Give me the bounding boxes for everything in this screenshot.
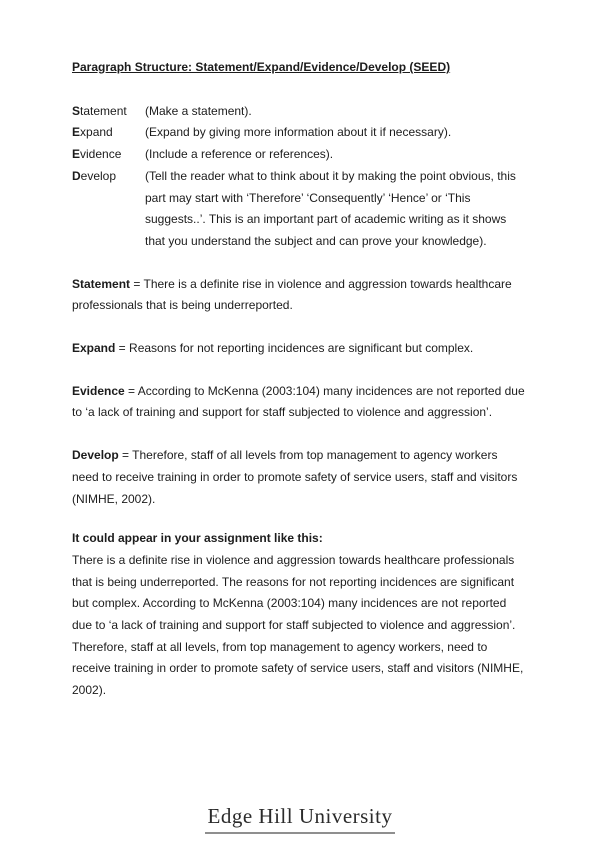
seed-definition: (Include a reference or references). <box>145 147 334 162</box>
expand-text: Reasons for not reporting incidences are significant but complex. <box>129 341 474 356</box>
footer <box>0 804 600 834</box>
assignment-heading: It could appear in your assignment like this: <box>72 531 323 546</box>
equals-separator: = <box>124 383 138 398</box>
paragraph-statement <box>72 274 527 317</box>
document-body <box>72 57 527 702</box>
statement-text: There is a definite rise in violence and aggression towards healthcare professionals that is being underreported. <box>72 276 512 313</box>
seed-row-expand <box>72 122 527 144</box>
seed-term: Statement <box>72 103 127 118</box>
equals-separator: = <box>118 448 133 463</box>
seed-definition: (Expand by giving more information about it if necessary). <box>145 125 452 140</box>
develop-label: Develop <box>72 448 119 463</box>
edge-hill-university-logo: Edge Hill University <box>205 804 396 834</box>
seed-row-evidence <box>72 144 527 166</box>
evidence-text: According to McKenna (2003:104) many incidences are not reported due to ‘a lack of training and support for staff subjected to violence and aggression’. <box>72 383 525 420</box>
develop-text: Therefore, staff of all levels from top management to agency workers need to receive training in order to promote safety of service users, staff and visitors (NIMHE, 2002). <box>72 448 518 506</box>
assignment-body: There is a definite rise in violence and aggression towards healthcare professionals that is being underreported. The reasons for not reporting incidences are significant but complex. According to McKenna (2003:104) many incidences are not reported due to ‘a lack of training and support for staff subjected to violence and aggression’. Therefore, staff at all levels, from top management to agency workers, need to receive training in order to promote safety of service users, staff and visitors (NIMHE, 2002). <box>72 552 524 698</box>
evidence-label: Evidence <box>72 383 125 398</box>
seed-term: Expand <box>72 125 113 140</box>
paragraph-evidence <box>72 381 527 424</box>
equals-separator: = <box>115 341 130 356</box>
expand-label: Expand <box>72 341 116 356</box>
assignment-example-section <box>72 528 527 702</box>
seed-term: Develop <box>72 168 117 183</box>
statement-label: Statement <box>72 276 131 291</box>
seed-row-statement <box>72 101 527 123</box>
seed-definition: (Tell the reader what to think about it by making the point obvious, this part may start with ‘Therefore’ ‘Consequently’ ‘Hence’ or ‘This suggests..’. This is an important part of academic writing as it shows that you understand the subject and can prove your knowledge). <box>145 168 516 248</box>
seed-row-develop <box>72 166 527 253</box>
seed-definition-list <box>72 101 527 253</box>
paragraph-develop <box>72 445 527 510</box>
equals-separator: = <box>130 276 144 291</box>
seed-term: Evidence <box>72 147 122 162</box>
paragraph-expand <box>72 338 527 360</box>
seed-definition: (Make a statement). <box>145 103 252 118</box>
document-title: Paragraph Structure: Statement/Expand/Evidence/Develop (SEED) <box>72 60 451 74</box>
